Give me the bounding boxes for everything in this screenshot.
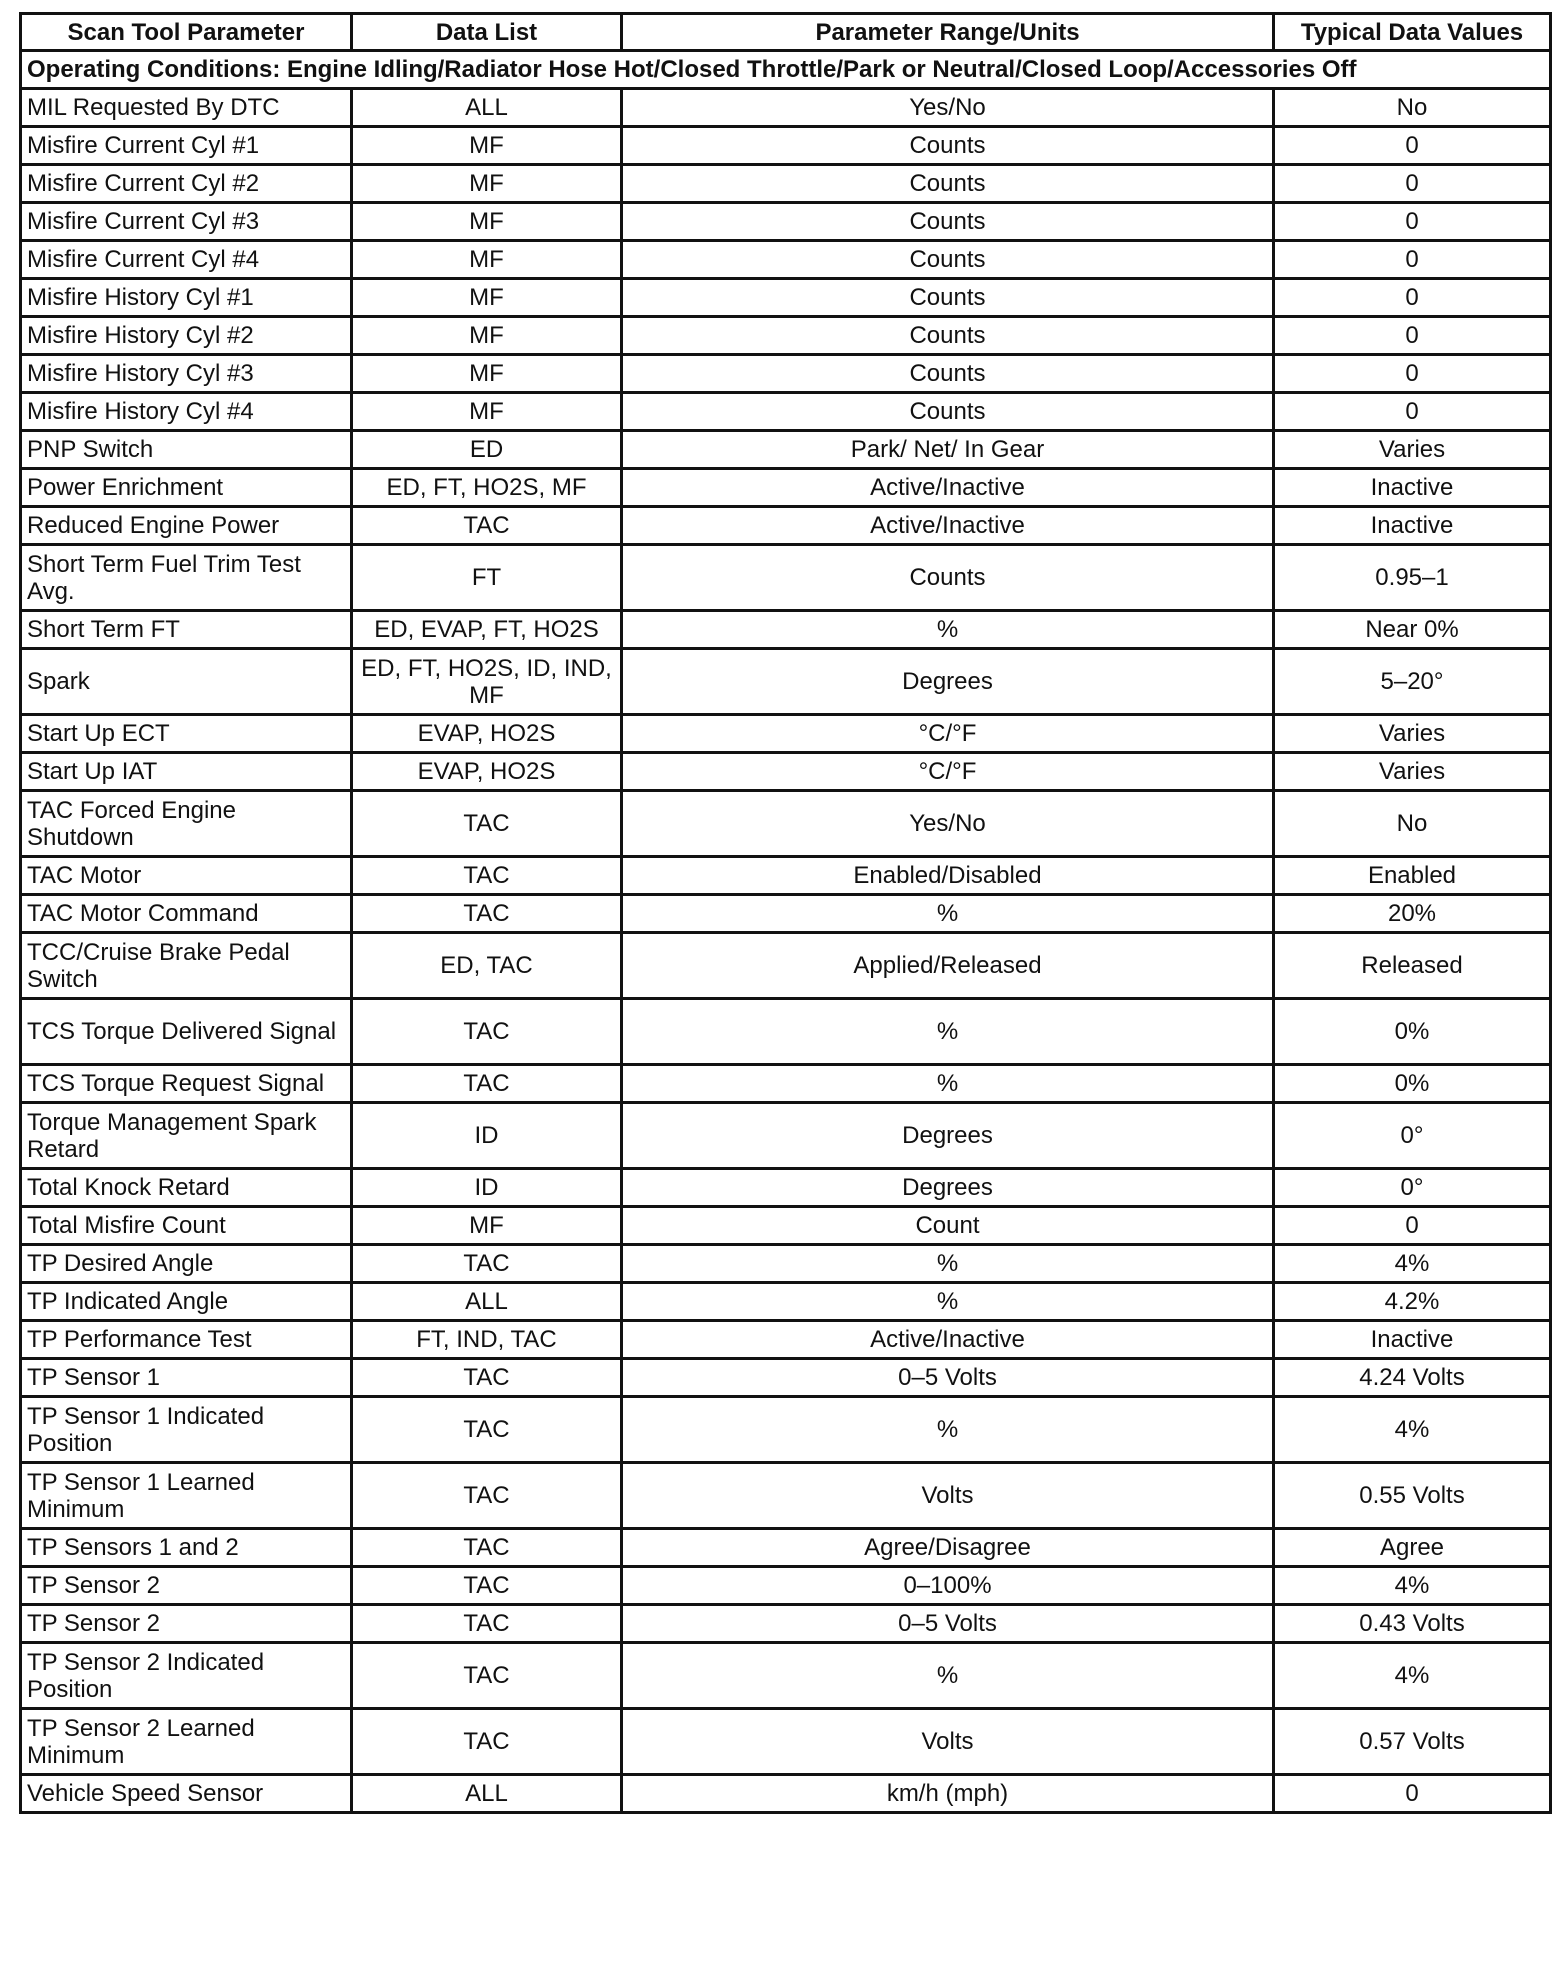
operating-conditions-cell: Operating Conditions: Engine Idling/Radiator Hose Hot/Closed Throttle/Park or Neutral/Closed Loop/Accessories Off: [21, 51, 1551, 89]
header-parameter-range-units: Parameter Range/Units: [622, 14, 1274, 51]
cell-parameter-range-units: %: [622, 1283, 1274, 1321]
cell-typical-data-value: 0: [1274, 317, 1551, 355]
table-row: [21, 241, 1551, 279]
table-row: [21, 1397, 1551, 1463]
table-row: [21, 1359, 1551, 1397]
cell-scan-tool-parameter: Short Term FT: [21, 611, 352, 649]
scan-tool-data-table: [19, 12, 1552, 1814]
cell-scan-tool-parameter: TP Sensor 1 Indicated Position: [21, 1397, 352, 1463]
table-row: [21, 1283, 1551, 1321]
cell-scan-tool-parameter: TP Indicated Angle: [21, 1283, 352, 1321]
table-row: [21, 857, 1551, 895]
table-row: [21, 715, 1551, 753]
cell-typical-data-value: 0: [1274, 1207, 1551, 1245]
cell-typical-data-value: 4%: [1274, 1643, 1551, 1709]
table-row: [21, 1605, 1551, 1643]
cell-data-list: MF: [352, 317, 622, 355]
cell-parameter-range-units: Volts: [622, 1709, 1274, 1775]
cell-typical-data-value: 0: [1274, 1775, 1551, 1813]
cell-typical-data-value: Varies: [1274, 753, 1551, 791]
cell-parameter-range-units: Counts: [622, 545, 1274, 611]
cell-data-list: TAC: [352, 895, 622, 933]
cell-scan-tool-parameter: TAC Forced Engine Shutdown: [21, 791, 352, 857]
table-row: [21, 1245, 1551, 1283]
cell-typical-data-value: Released: [1274, 933, 1551, 999]
cell-data-list: MF: [352, 1207, 622, 1245]
cell-typical-data-value: 0: [1274, 355, 1551, 393]
cell-typical-data-value: 0.57 Volts: [1274, 1709, 1551, 1775]
cell-scan-tool-parameter: Misfire History Cyl #1: [21, 279, 352, 317]
cell-scan-tool-parameter: Spark: [21, 649, 352, 715]
cell-scan-tool-parameter: MIL Requested By DTC: [21, 89, 352, 127]
cell-data-list: ALL: [352, 1283, 622, 1321]
cell-parameter-range-units: Counts: [622, 165, 1274, 203]
cell-data-list: MF: [352, 203, 622, 241]
cell-parameter-range-units: km/h (mph): [622, 1775, 1274, 1813]
cell-data-list: TAC: [352, 1397, 622, 1463]
operating-conditions-row: [21, 51, 1551, 89]
cell-data-list: TAC: [352, 1529, 622, 1567]
cell-data-list: MF: [352, 393, 622, 431]
cell-data-list: ALL: [352, 89, 622, 127]
cell-typical-data-value: Varies: [1274, 715, 1551, 753]
cell-data-list: TAC: [352, 1709, 622, 1775]
cell-parameter-range-units: Counts: [622, 355, 1274, 393]
cell-typical-data-value: No: [1274, 791, 1551, 857]
cell-scan-tool-parameter: TCS Torque Request Signal: [21, 1065, 352, 1103]
cell-data-list: MF: [352, 241, 622, 279]
cell-typical-data-value: 0°: [1274, 1169, 1551, 1207]
cell-data-list: TAC: [352, 791, 622, 857]
table-row: [21, 393, 1551, 431]
table-row: [21, 279, 1551, 317]
cell-typical-data-value: 0: [1274, 241, 1551, 279]
cell-typical-data-value: 4.24 Volts: [1274, 1359, 1551, 1397]
table-row: [21, 507, 1551, 545]
cell-typical-data-value: 4%: [1274, 1567, 1551, 1605]
table-row: [21, 1567, 1551, 1605]
cell-data-list: FT, IND, TAC: [352, 1321, 622, 1359]
table-row: [21, 753, 1551, 791]
cell-scan-tool-parameter: Misfire Current Cyl #4: [21, 241, 352, 279]
cell-data-list: TAC: [352, 857, 622, 895]
cell-scan-tool-parameter: TP Sensor 2: [21, 1567, 352, 1605]
cell-parameter-range-units: Yes/No: [622, 791, 1274, 857]
cell-parameter-range-units: °C/°F: [622, 753, 1274, 791]
cell-parameter-range-units: Counts: [622, 317, 1274, 355]
cell-parameter-range-units: %: [622, 1245, 1274, 1283]
cell-data-list: ID: [352, 1103, 622, 1169]
cell-typical-data-value: Inactive: [1274, 469, 1551, 507]
header-row: [21, 14, 1551, 51]
cell-data-list: MF: [352, 279, 622, 317]
cell-scan-tool-parameter: Misfire History Cyl #4: [21, 393, 352, 431]
table-row: [21, 165, 1551, 203]
cell-typical-data-value: No: [1274, 89, 1551, 127]
cell-typical-data-value: 0: [1274, 393, 1551, 431]
cell-parameter-range-units: Counts: [622, 203, 1274, 241]
cell-parameter-range-units: Counts: [622, 279, 1274, 317]
cell-data-list: MF: [352, 127, 622, 165]
cell-scan-tool-parameter: TCC/Cruise Brake Pedal Switch: [21, 933, 352, 999]
cell-typical-data-value: 4.2%: [1274, 1283, 1551, 1321]
cell-scan-tool-parameter: PNP Switch: [21, 431, 352, 469]
cell-typical-data-value: Varies: [1274, 431, 1551, 469]
table-row: [21, 933, 1551, 999]
cell-parameter-range-units: %: [622, 1643, 1274, 1709]
cell-data-list: TAC: [352, 1245, 622, 1283]
cell-scan-tool-parameter: Start Up ECT: [21, 715, 352, 753]
cell-parameter-range-units: Counts: [622, 393, 1274, 431]
cell-scan-tool-parameter: Misfire Current Cyl #1: [21, 127, 352, 165]
cell-typical-data-value: 0: [1274, 165, 1551, 203]
cell-data-list: TAC: [352, 1605, 622, 1643]
cell-typical-data-value: 0°: [1274, 1103, 1551, 1169]
cell-scan-tool-parameter: TP Sensor 2 Indicated Position: [21, 1643, 352, 1709]
table-row: [21, 355, 1551, 393]
cell-typical-data-value: 0.95–1: [1274, 545, 1551, 611]
cell-data-list: ALL: [352, 1775, 622, 1813]
cell-typical-data-value: Agree: [1274, 1529, 1551, 1567]
cell-parameter-range-units: 0–5 Volts: [622, 1359, 1274, 1397]
cell-scan-tool-parameter: TP Sensor 1 Learned Minimum: [21, 1463, 352, 1529]
cell-data-list: ED, TAC: [352, 933, 622, 999]
header-typical-data-values: Typical Data Values: [1274, 14, 1551, 51]
cell-data-list: TAC: [352, 1567, 622, 1605]
table-body: [21, 51, 1551, 1813]
table-row: [21, 791, 1551, 857]
table-row: [21, 127, 1551, 165]
cell-parameter-range-units: Yes/No: [622, 89, 1274, 127]
cell-typical-data-value: 0: [1274, 279, 1551, 317]
cell-scan-tool-parameter: Start Up IAT: [21, 753, 352, 791]
cell-typical-data-value: 4%: [1274, 1245, 1551, 1283]
cell-parameter-range-units: Applied/Released: [622, 933, 1274, 999]
cell-data-list: EVAP, HO2S: [352, 715, 622, 753]
cell-scan-tool-parameter: Total Misfire Count: [21, 1207, 352, 1245]
cell-typical-data-value: Inactive: [1274, 1321, 1551, 1359]
table-row: [21, 1529, 1551, 1567]
table-row: [21, 1169, 1551, 1207]
cell-parameter-range-units: Park/ Net/ In Gear: [622, 431, 1274, 469]
cell-data-list: ED, EVAP, FT, HO2S: [352, 611, 622, 649]
cell-parameter-range-units: %: [622, 895, 1274, 933]
cell-scan-tool-parameter: Vehicle Speed Sensor: [21, 1775, 352, 1813]
cell-parameter-range-units: %: [622, 1397, 1274, 1463]
cell-parameter-range-units: Counts: [622, 241, 1274, 279]
cell-parameter-range-units: Degrees: [622, 1103, 1274, 1169]
cell-typical-data-value: 0.55 Volts: [1274, 1463, 1551, 1529]
header-data-list: Data List: [352, 14, 622, 51]
cell-scan-tool-parameter: Misfire History Cyl #2: [21, 317, 352, 355]
cell-scan-tool-parameter: Reduced Engine Power: [21, 507, 352, 545]
cell-data-list: ID: [352, 1169, 622, 1207]
cell-parameter-range-units: Degrees: [622, 649, 1274, 715]
cell-parameter-range-units: Counts: [622, 127, 1274, 165]
cell-scan-tool-parameter: Misfire History Cyl #3: [21, 355, 352, 393]
cell-typical-data-value: 5–20°: [1274, 649, 1551, 715]
table-row: [21, 1103, 1551, 1169]
table-row: [21, 469, 1551, 507]
cell-data-list: TAC: [352, 999, 622, 1065]
cell-typical-data-value: 20%: [1274, 895, 1551, 933]
cell-typical-data-value: 0: [1274, 127, 1551, 165]
cell-parameter-range-units: Active/Inactive: [622, 469, 1274, 507]
cell-data-list: EVAP, HO2S: [352, 753, 622, 791]
cell-scan-tool-parameter: Power Enrichment: [21, 469, 352, 507]
table-row: [21, 611, 1551, 649]
cell-parameter-range-units: 0–5 Volts: [622, 1605, 1274, 1643]
cell-parameter-range-units: °C/°F: [622, 715, 1274, 753]
table-row: [21, 1207, 1551, 1245]
cell-data-list: TAC: [352, 1463, 622, 1529]
cell-parameter-range-units: %: [622, 999, 1274, 1065]
table-row: [21, 1775, 1551, 1813]
cell-data-list: TAC: [352, 1065, 622, 1103]
cell-scan-tool-parameter: TP Sensor 2: [21, 1605, 352, 1643]
cell-data-list: ED, FT, HO2S, ID, IND, MF: [352, 649, 622, 715]
table-row: [21, 317, 1551, 355]
table-row: [21, 1463, 1551, 1529]
cell-scan-tool-parameter: TP Sensors 1 and 2: [21, 1529, 352, 1567]
cell-data-list: TAC: [352, 1359, 622, 1397]
cell-parameter-range-units: Active/Inactive: [622, 507, 1274, 545]
cell-scan-tool-parameter: TP Sensor 2 Learned Minimum: [21, 1709, 352, 1775]
cell-parameter-range-units: %: [622, 611, 1274, 649]
cell-parameter-range-units: %: [622, 1065, 1274, 1103]
cell-scan-tool-parameter: TCS Torque Delivered Signal: [21, 999, 352, 1065]
cell-data-list: TAC: [352, 507, 622, 545]
cell-scan-tool-parameter: Misfire Current Cyl #3: [21, 203, 352, 241]
table-row: [21, 1709, 1551, 1775]
cell-typical-data-value: Enabled: [1274, 857, 1551, 895]
cell-parameter-range-units: Degrees: [622, 1169, 1274, 1207]
cell-typical-data-value: 4%: [1274, 1397, 1551, 1463]
table-row: [21, 545, 1551, 611]
cell-parameter-range-units: Agree/Disagree: [622, 1529, 1274, 1567]
cell-scan-tool-parameter: TP Sensor 1: [21, 1359, 352, 1397]
table-row: [21, 999, 1551, 1065]
cell-scan-tool-parameter: Misfire Current Cyl #2: [21, 165, 352, 203]
table-row: [21, 203, 1551, 241]
cell-data-list: TAC: [352, 1643, 622, 1709]
cell-scan-tool-parameter: Torque Management Spark Retard: [21, 1103, 352, 1169]
cell-scan-tool-parameter: TP Desired Angle: [21, 1245, 352, 1283]
cell-scan-tool-parameter: TP Performance Test: [21, 1321, 352, 1359]
cell-data-list: ED, FT, HO2S, MF: [352, 469, 622, 507]
table-row: [21, 1065, 1551, 1103]
cell-typical-data-value: Near 0%: [1274, 611, 1551, 649]
cell-typical-data-value: 0: [1274, 203, 1551, 241]
table-row: [21, 649, 1551, 715]
cell-data-list: MF: [352, 165, 622, 203]
scan-tool-data-table-container: [19, 12, 1549, 1814]
cell-parameter-range-units: Volts: [622, 1463, 1274, 1529]
table-row: [21, 89, 1551, 127]
cell-scan-tool-parameter: Total Knock Retard: [21, 1169, 352, 1207]
cell-scan-tool-parameter: Short Term Fuel Trim Test Avg.: [21, 545, 352, 611]
cell-typical-data-value: 0.43 Volts: [1274, 1605, 1551, 1643]
table-row: [21, 895, 1551, 933]
cell-parameter-range-units: Count: [622, 1207, 1274, 1245]
cell-data-list: ED: [352, 431, 622, 469]
table-row: [21, 1321, 1551, 1359]
cell-typical-data-value: 0%: [1274, 999, 1551, 1065]
cell-typical-data-value: 0%: [1274, 1065, 1551, 1103]
table-row: [21, 1643, 1551, 1709]
cell-scan-tool-parameter: TAC Motor Command: [21, 895, 352, 933]
cell-typical-data-value: Inactive: [1274, 507, 1551, 545]
cell-data-list: MF: [352, 355, 622, 393]
cell-parameter-range-units: 0–100%: [622, 1567, 1274, 1605]
cell-scan-tool-parameter: TAC Motor: [21, 857, 352, 895]
cell-parameter-range-units: Enabled/Disabled: [622, 857, 1274, 895]
table-row: [21, 431, 1551, 469]
cell-parameter-range-units: Active/Inactive: [622, 1321, 1274, 1359]
cell-data-list: FT: [352, 545, 622, 611]
header-scan-tool-parameter: Scan Tool Parameter: [21, 14, 352, 51]
